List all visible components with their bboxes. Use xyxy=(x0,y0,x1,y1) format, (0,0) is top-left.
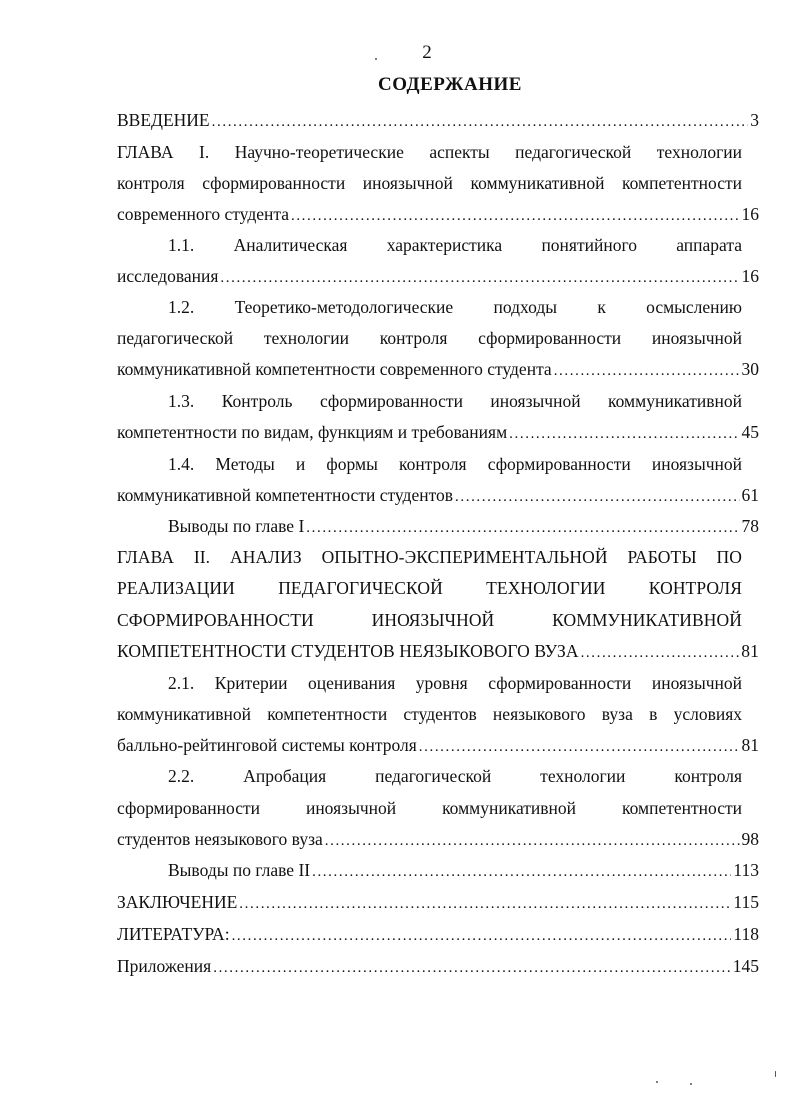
toc-section-2-2-line-3[interactable] xyxy=(117,828,759,850)
toc-entry-text: исследования xyxy=(117,266,219,286)
dot-leader xyxy=(220,267,739,289)
toc-entry-text: ВВЕДЕНИЕ xyxy=(117,110,210,130)
toc-section-2-1-line-1[interactable]: 2.1. Критерии оценивания уровня сформированности иноязычной xyxy=(168,673,742,693)
toc-section-1-1-line-2[interactable] xyxy=(117,265,759,287)
toc-page-number: 16 xyxy=(741,266,759,286)
toc-page-number: 61 xyxy=(741,485,759,505)
toc-entry-intro[interactable] xyxy=(117,109,759,131)
toc-section-1-2-line-3[interactable] xyxy=(117,358,759,380)
toc-page-number: 115 xyxy=(733,892,759,912)
dot-leader xyxy=(306,517,739,539)
toc-page-number: 98 xyxy=(741,829,759,849)
dot-leader xyxy=(239,893,731,915)
toc-entry-text: балльно-рейтинговой системы контроля xyxy=(117,735,417,755)
toc-page-number: 118 xyxy=(733,924,759,944)
toc-entry-text: компетентности по видам, функциям и требованиям xyxy=(117,422,508,442)
toc-chapter-2-line-1[interactable]: ГЛАВА II. АНАЛИЗ ОПЫТНО-ЭКСПЕРИМЕНТАЛЬНОЙ РАБОТЫ ПО xyxy=(117,547,742,567)
toc-entry-text: КОМПЕТЕНТНОСТИ СТУДЕНТОВ НЕЯЗЫКОВОГО ВУЗА xyxy=(117,641,579,661)
toc-page-number: 3 xyxy=(750,110,759,130)
toc-entry-conclusion[interactable] xyxy=(117,891,759,913)
toc-section-1-2-line-2[interactable]: педагогической технологии контроля сформированности иноязычной xyxy=(117,328,742,348)
toc-chapter-2-line-3[interactable]: СФОРМИРОВАННОСТИ ИНОЯЗЫЧНОЙ КОММУНИКАТИВНОЙ xyxy=(117,610,742,630)
toc-entry-text: коммуникативной компетентности студентов xyxy=(117,485,454,505)
toc-entry-appendix[interactable] xyxy=(117,955,759,977)
toc-page-number: 30 xyxy=(741,359,759,379)
toc-section-2-1-line-3[interactable] xyxy=(117,734,759,756)
toc-entry-text: ЛИТЕРАТУРА: xyxy=(117,924,230,944)
dot-leader xyxy=(554,360,740,382)
page-title: СОДЕРЖАНИЕ xyxy=(378,74,522,95)
toc-section-1-3-line-2[interactable] xyxy=(117,421,759,443)
dot-leader xyxy=(509,423,739,445)
toc-entry-text: современного студента xyxy=(117,204,289,224)
toc-section-2-2-line-1[interactable]: 2.2. Апробация педагогической технологии контроля xyxy=(168,766,742,786)
toc-section-2-1-line-2[interactable]: коммуникативной компетентности студентов неязыкового вуза в условиях xyxy=(117,704,742,724)
page-number: 2 xyxy=(422,42,432,63)
toc-entry-text: коммуникативной компетентности современного студента xyxy=(117,359,552,379)
scan-speck xyxy=(690,1083,692,1085)
toc-section-1-2-line-1[interactable]: 1.2. Теоретико-методологические подходы к осмыслению xyxy=(168,297,742,317)
dot-leader xyxy=(312,861,731,883)
toc-page-number: 81 xyxy=(741,641,759,661)
toc-section-1-4-line-2[interactable] xyxy=(117,484,759,506)
toc-entry-text: Выводы по главе I xyxy=(168,516,305,536)
toc-entry-text: Приложения xyxy=(117,956,212,976)
dot-leader xyxy=(213,957,731,979)
toc-entry-text: ЗАКЛЮЧЕНИЕ xyxy=(117,892,238,912)
toc-page-number: 113 xyxy=(733,860,759,880)
toc-entry-literature[interactable] xyxy=(117,923,759,945)
dot-leader xyxy=(455,486,739,508)
toc-page-number: 16 xyxy=(741,204,759,224)
toc-entry-text: Выводы по главе II xyxy=(168,860,311,880)
toc-section-1-3-line-1[interactable]: 1.3. Контроль сформированности иноязычной коммуникативной xyxy=(168,391,742,411)
toc-page-number: 78 xyxy=(741,516,759,536)
toc-chapter-1-line-2[interactable]: контроля сформированности иноязычной коммуникативной компетентности xyxy=(117,173,742,193)
dot-leader xyxy=(581,642,740,664)
toc-chapter-1-line-3[interactable] xyxy=(117,203,759,225)
toc-chapter-2-line-2[interactable]: РЕАЛИЗАЦИИ ПЕДАГОГИЧЕСКОЙ ТЕХНОЛОГИИ КОНТРОЛЯ xyxy=(117,578,742,598)
dot-leader xyxy=(419,736,740,758)
toc-page-number: 45 xyxy=(741,422,759,442)
toc-conclusions-chapter-1[interactable] xyxy=(168,515,759,537)
toc-section-2-2-line-2[interactable]: сформированности иноязычной коммуникативной компетентности xyxy=(117,798,742,818)
dot-leader xyxy=(212,111,749,133)
dot-leader xyxy=(232,925,732,947)
toc-section-1-1-line-1[interactable]: 1.1. Аналитическая характеристика понятийного аппарата xyxy=(168,235,742,255)
toc-section-1-4-line-1[interactable]: 1.4. Методы и формы контроля сформированности иноязычной xyxy=(168,454,742,474)
scan-speck xyxy=(656,1081,658,1083)
toc-conclusions-chapter-2[interactable] xyxy=(168,859,759,881)
toc-entry-text: студентов неязыкового вуза xyxy=(117,829,323,849)
toc-page-number: 145 xyxy=(732,956,759,976)
toc-chapter-2-line-4[interactable] xyxy=(117,640,759,662)
dot-leader xyxy=(291,205,740,227)
toc-page-number: 81 xyxy=(741,735,759,755)
toc-chapter-1-line-1[interactable]: ГЛАВА I. Научно-теоретические аспекты педагогической технологии xyxy=(117,142,742,162)
scan-speck xyxy=(375,58,377,60)
dot-leader xyxy=(325,830,740,852)
scan-speck xyxy=(775,1071,776,1077)
